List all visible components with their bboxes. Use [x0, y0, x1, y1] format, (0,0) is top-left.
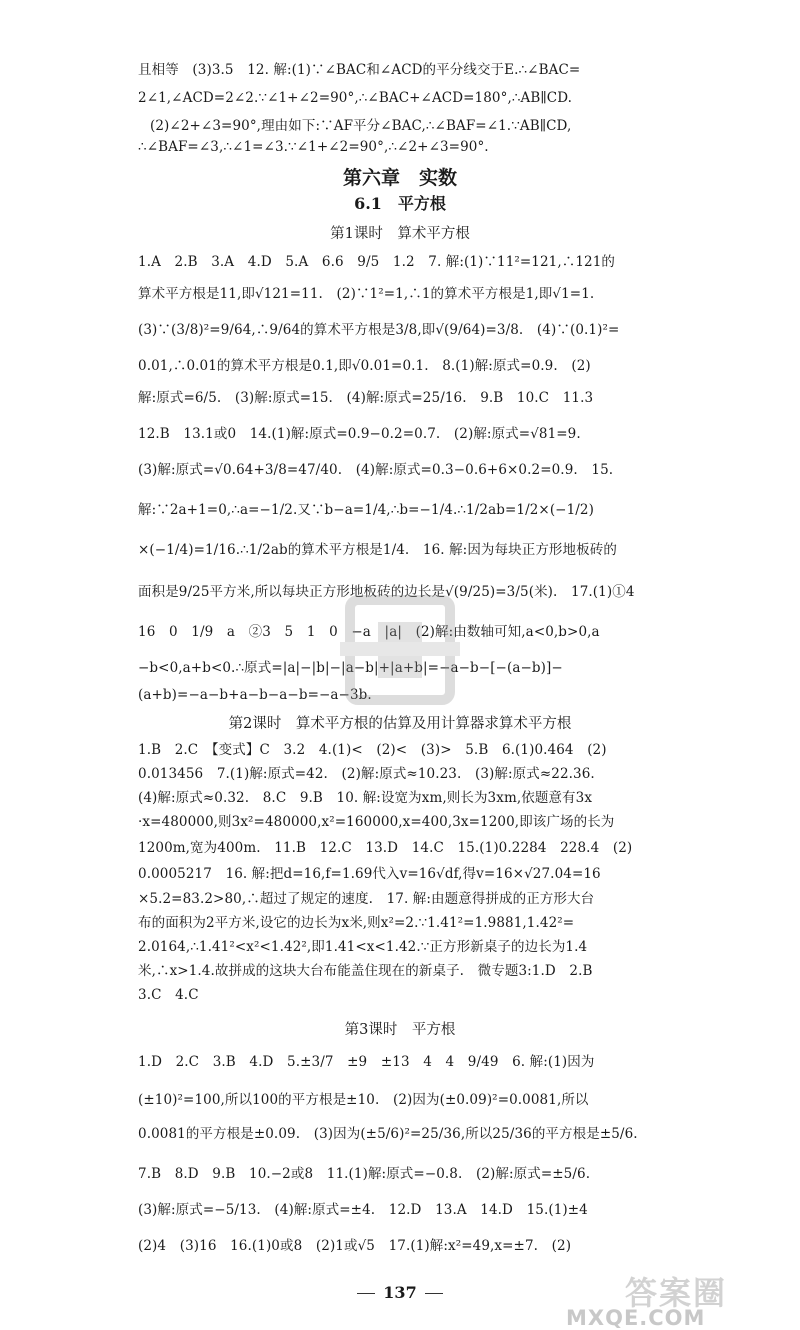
- section-title: 6.1 平方根: [354, 194, 446, 213]
- text-line: 面积是9/25平方米,所以每块正方形地板砖的边长是√(9/25)=3/5(米). 17.(1)①4: [138, 584, 635, 600]
- text-line: (±10)²=100,所以100的平方根是±10. (2)因为(±0.09)²=0.0081,所以: [138, 1092, 589, 1108]
- text-line: 0.0005217 16. 解:把d=16,f=1.69代入v=16√df,得v=16×√27.04=16: [138, 866, 601, 882]
- text-line: 2.0164,∴1.41²<x²<1.42²,即1.41<x<1.42.∵正方形新桌子的边长为1.4: [138, 939, 588, 955]
- text-line: ×5.2=83.2>80,∴超过了规定的速度. 17. 解:由题意得拼成的正方形大台: [138, 891, 595, 907]
- text-line: 米,∴x>1.4.故拼成的这块大台布能盖住现在的新桌子. 微专题3:1.D 2.B: [138, 963, 593, 979]
- text-line: 2∠1,∠ACD=2∠2.∵∠1+∠2=90°,∴∠BAC+∠ACD=180°,∴AB∥CD.: [138, 90, 573, 106]
- text-line: (2)4 (3)16 16.(1)0或8 (2)1或√5 17.(1)解:x²=49,x=±7. (2): [138, 1238, 572, 1254]
- text-line: 12.B 13.1或0 14.(1)解:原式=0.9−0.2=0.7. (2)解:原式=√81=9.: [138, 426, 581, 442]
- text-line: 解:∵2a+1=0,∴a=−1/2.又∵b−a=1/4,∴b=−1/4.∴1/2ab=1/2×(−1/2): [138, 502, 594, 518]
- chapter-title: 第六章 实数: [342, 167, 457, 189]
- text-line: 0.0081的平方根是±0.09. (3)因为(±5/6)²=25/36,所以25/36的平方根是±5/6.: [138, 1126, 638, 1142]
- text-line: 1200m,宽为400m. 11.B 12.C 13.D 14.C 15.(1)0.2284 228.4 (2): [138, 840, 633, 856]
- lesson-2-title: 第2课时 算术平方根的估算及用计算器求算术平方根: [228, 716, 572, 732]
- url-watermark: MXQE.COM: [566, 1306, 706, 1330]
- brand-watermark: 答案圈: [625, 1274, 728, 1312]
- text-line: ·x=480000,则3x²=480000,x²=160000,x=400,3x=1200,即该广场的长为: [138, 814, 615, 830]
- text-line: 0.013456 7.(1)解:原式=42. (2)解:原式≈10.23. (3)解:原式≈22.36.: [138, 766, 595, 782]
- lesson-1-title: 第1课时 算术平方根: [330, 226, 470, 242]
- text-line: ∴∠BAF=∠3,∴∠1=∠3.∵∠1+∠2=90°,∴∠2+∠3=90°.: [138, 139, 489, 155]
- text-line: ×(−1/4)=1/16.∴1/2ab的算术平方根是1/4. 16. 解:因为每块正方形地板砖的: [138, 542, 617, 558]
- center-watermark-icon: [330, 592, 470, 712]
- text-line: 布的面积为2平方米,设它的边长为x米,则x²=2.∵1.41²=1.9881,1.42²=: [138, 915, 575, 931]
- text-line: (3)解:原式=−5/13. (4)解:原式=±4. 12.D 13.A 14.D 15.(1)±4: [138, 1202, 588, 1218]
- text-line: (4)解:原式≈0.32. 8.C 9.B 10. 解:设宽为xm,则长为3xm,依题意有3x: [138, 790, 593, 806]
- text-line: 16 0 1/9 a ②3 5 1 0 −a |a| (2)解:由数轴可知,a<0,b>0,a: [138, 624, 600, 640]
- text-line: 1.D 2.C 3.B 4.D 5.±3/7 ±9 ±13 4 4 9/49 6. 解:(1)因为: [138, 1054, 595, 1070]
- text-line: (3)解:原式=√0.64+3/8=47/40. (4)解:原式=0.3−0.6+6×0.2=0.9. 15.: [138, 462, 614, 478]
- text-line: (a+b)=−a−b+a−b−a−b=−a−3b.: [138, 687, 372, 703]
- text-line: −b<0,a+b<0.∴原式=|a|−|b|−|a−b|+|a+b|=−a−b−[−(a−b)]−: [138, 660, 563, 676]
- text-line: 算术平方根是11,即√121=11. (2)∵1²=1,∴1的算术平方根是1,即√1=1.: [138, 286, 595, 302]
- text-line: 且相等 (3)3.5 12. 解:(1)∵∠BAC和∠ACD的平分线交于E.∴∠BAC=: [138, 62, 581, 78]
- text-line: 1.A 2.B 3.A 4.D 5.A 6.6 9/5 1.2 7. 解:(1)∵11²=121,∴121的: [138, 254, 616, 270]
- text-line: 3.C 4.C: [138, 987, 199, 1003]
- text-line: (3)∵(3/8)²=9/64,∴9/64的算术平方根是3/8,即√(9/64)=3/8. (4)∵(0.1)²=: [138, 322, 620, 338]
- text-line: 0.01,∴0.01的算术平方根是0.1,即√0.01=0.1. 8.(1)解:原式=0.9. (2): [138, 358, 591, 374]
- lesson-3-title: 第3课时 平方根: [344, 1022, 456, 1038]
- text-line: (2)∠2+∠3=90°,理由如下:∵AF平分∠BAC,∴∠BAF=∠1.∵AB∥CD,: [150, 118, 572, 134]
- text-line: 1.B 2.C 【变式】C 3.2 4.(1)< (2)< (3)> 5.B 6.(1)0.464 (2): [138, 742, 607, 758]
- text-line: 7.B 8.D 9.B 10.−2或8 11.(1)解:原式=−0.8. (2)解:原式=±5/6.: [138, 1166, 591, 1182]
- text-line: 解:原式=6/5. (3)解:原式=15. (4)解:原式=25/16. 9.B 10.C 11.3: [138, 390, 594, 406]
- page-number-value: 137: [383, 1283, 417, 1302]
